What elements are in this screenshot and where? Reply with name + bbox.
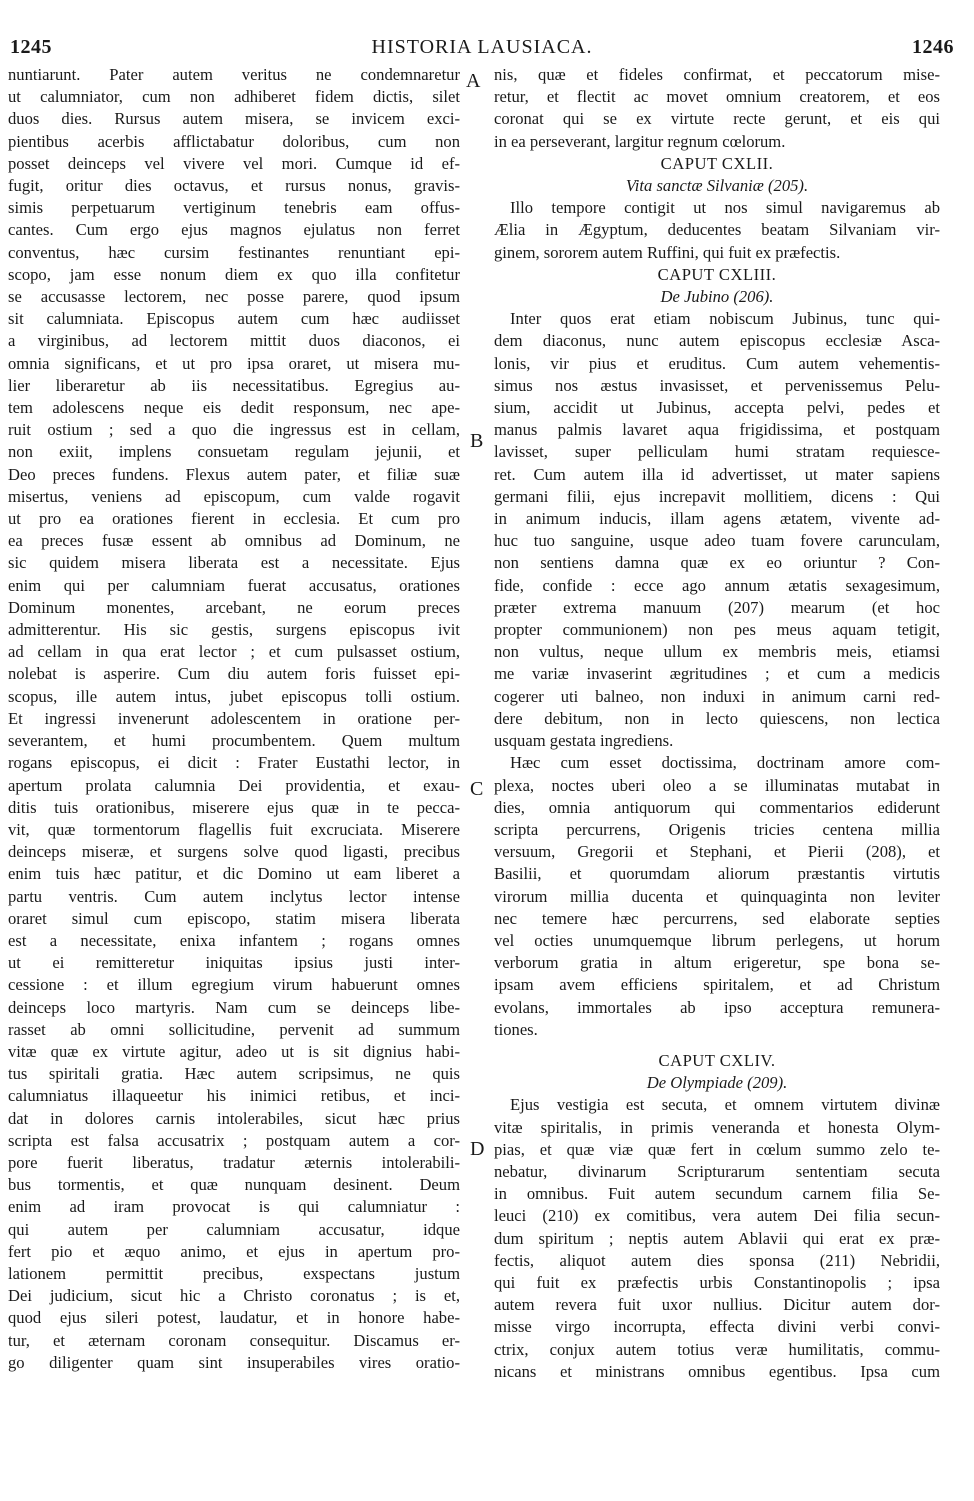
text-line: conventus, hæc cursim festinantes renuntiant epi- [8,242,460,262]
text-line: virorum millia ducenta et quinquaginta non leviter [494,886,940,906]
margin-letter-a: A [466,70,481,92]
text-line: duos dies. Rursus autem misera, se invicem exci- [8,109,460,129]
text-line: manus palmis lavaret aqua frigidissima, et postquam [494,420,940,440]
text-line: ad cellam in qua erat lector ; et cum pulsasset ostium, [8,642,460,662]
text-line: qui autem per calumniam accusatur, idque [8,1219,460,1239]
text-line: lavisset, super pelliculam humi stratam requiesce- [494,442,940,462]
text-line: tem adolescens neque eis dedit responsum, nec ape- [8,398,460,418]
chapter-heading-144: CAPUT CXLIV. [658,1050,776,1070]
text-line: nebatur, divinarum Scripturarum sententiam secuta [494,1161,940,1181]
text-line: germani filii, ejus increpavit mollitiem, dicens : Qui [494,486,940,506]
text-line: apertum prolata calumnia Dei providentia, et exau- [8,775,460,795]
text-line: deinceps miseræ, et surgens solve quod ligasti, precibus [8,842,460,862]
text-line: partu ventris. Cum autem inclytus lector intense [8,886,460,906]
text-line: posset deinceps vel vivere vel mori. Cumque id ef- [8,153,460,173]
text-line: nis, quæ et fideles confirmat, et peccatorum mise- [494,65,940,84]
text-line: propter communionem) non pes meus aquam tetigit, [494,620,940,640]
text-line: ginem, sororem autem Ruffini, qui fuit ex præfectis. [494,242,841,262]
chapter-heading-143: CAPUT CXLIII. [657,264,777,284]
text-line: misertus, veniens ad episcopum, cum valde rogavit [8,486,460,506]
left-column [8,64,460,1374]
right-column [494,64,940,1383]
text-line: cessione : et illum egregium virum habuerunt omnes [8,975,460,995]
text-line: dere debitum, non in lecto quiescens, non lectica [494,708,940,728]
text-line: go diligenter quam sint insuperabiles vires oratio- [8,1352,460,1372]
chapter-subtitle-142: Vita sanctæ Silvaniæ (205). [625,176,809,196]
text-line: in omnibus. Fuit autem secundum carnem filia Se- [494,1184,940,1204]
text-line: scripta percurrens, Origenis tricies centena millia [494,819,940,839]
text-line: huc tuo sanguine, usque adeo tuam fovere carunculam, [494,531,940,551]
text-line: Basilii, et quorumdam aliorum præstantis virtutis [494,864,940,884]
text-line: scripta est falsa accusatrix ; postquam autem a cor- [8,1130,460,1150]
chapter-subtitle-143: De Jubino (206). [660,287,774,307]
text-line: enim ad iram provocat is qui calumniatur : [8,1197,460,1217]
text-line: ea preces fusæ essent ab omnibus ad Dominum, ne [8,531,460,551]
text-line: misse virgo incorrupta, effecta divini verbi convi- [494,1317,940,1337]
text-line: non sentiens damna quæ ex eo oriuntur ? Con- [494,553,940,573]
text-line: in ea perseverant, largitur regnum cœlorum. [494,131,786,151]
paragraph-2 [494,197,940,264]
text-line: dum spiritum ; neptis autem Ablavii qui erat ex præ- [494,1228,940,1248]
text-line: tur, et æternam coronam consequitur. Discamus er- [8,1330,460,1350]
text-line: scopo, jam esse nonum diem ex quo illa confitetur [8,264,460,284]
running-title: HISTORIA LAUSIACA. [371,36,593,58]
text-line: simis perpetuarum vertiginum tenebris eam offus- [8,198,460,218]
text-line: Ælia in Ægyptum, deducentes beatam Silvaniam vir- [494,220,940,240]
text-line: non exiit, implens consuetam regulam jejunii, et [8,442,460,462]
text-line: ipsam avem efficiens spiritalem, et ad Christum [494,975,940,995]
page-header [10,36,954,60]
text-line: scopus, ille autem intus, jubet episcopus tolli ostium. [8,686,460,706]
text-line: pias, et quæ viæ quæ fert in cœlum summo zelo te- [494,1139,940,1159]
text-line: nolebat is asperire. Cum diu autem foris fuisset epi- [8,664,460,684]
text-line: rogans episcopus, ei dicit : Frater Eustathi lector, in [8,753,460,773]
text-line: dem diaconus, nunc autem episcopus ecclesiæ Asca- [494,331,940,351]
text-line: plexa, noctes uberi oleo a se illuminatas mutabat in [494,775,940,795]
page-number-right: 1246 [912,36,954,58]
text-line: fert pio et æquo animo, et ejus in apertum pro- [8,1241,460,1261]
text-line: vit, quæ tormentorum flagellis fuit excruciata. Miserere [8,819,460,839]
text-line: admitterentur. His sic gestis, surgens episcopus ivit [8,620,460,640]
text-line: vitæ quæ ex virtute agitur, adeo ut is sit dignius habi- [8,1041,460,1061]
text-line: Illo tempore contigit ut nos simul navigaremus ab [510,198,940,218]
text-line: cantes. Cum ergo ejus magnos ejulatus non ferret [8,220,460,240]
text-line: tus spiritali gratia. Hæc autem scripsimus, ne quis [8,1064,460,1084]
text-line: usquam gestata ingrediens. [494,731,674,751]
text-line: sic quidem misera liberata est a necessitate. Ejus [8,553,460,573]
text-line: Et ingressi invenerunt adolescentem in oratione per- [8,708,460,728]
text-line: oraret simul cum episcopo, statim misera liberata [8,908,460,928]
text-line: Dei judicium, sicut hic a Christo coronatus ; is et, [8,1286,460,1306]
text-line: cogerer uti balneo, non induxi in animum carni red- [494,686,940,706]
text-line: ditis tuis orationibus, miserere ejus quæ in te pecca- [8,797,460,817]
text-line: pore fuerit liberatus, tradatur æternis intolerabili- [8,1152,460,1172]
text-line: se accusasse lectorem, nec posse parere, quod ipsum [8,287,460,307]
text-line: Deo preces fundens. Flexus autem pater, et filiæ suæ [8,464,460,484]
text-line: Inter quos erat etiam nobiscum Jubinus, tunc qui- [510,309,940,329]
text-line: qui fuit ex præfectis urbis Constantinopolis ; ipsa [494,1272,940,1292]
margin-letter-c: C [470,778,484,800]
text-line: a virginibus, ad lectorem mittit duos diaconos, ei [8,331,460,351]
text-line: nec temere hæc percurrens, sed elaborate septies [494,908,940,928]
text-line: simus nos æstus invasisset, et pervenissemus Pelu- [494,375,940,395]
text-line: tiones. [494,1019,538,1039]
text-line: deinceps loco martyris. Nam cum se deinceps libe- [8,997,460,1017]
text-line: ut calumniator, cum non adhiberet fidem dictis, silet [8,87,460,107]
text-line: ut pro ea orationes fierent in ecclesia. Et cum pro [8,509,460,529]
text-line: nicans et ministrans omnibus egentibus. Ipsa cum [494,1361,940,1381]
margin-letter-d: D [470,1138,485,1160]
text-line: calumniatus illaqueetur his inimici retibus, et inci- [8,1086,460,1106]
text-line: in animum inducis, illam agens ætatem, vivente ad- [494,509,940,529]
text-line: coronat qui se ex virtute recte gerunt, et eis qui [494,109,940,129]
text-line: vitæ spiritalis, in primis veneranda et honesta Olym- [494,1117,940,1137]
text-line: ruit ostium ; sed a quo die ingressus est in cellam, [8,420,460,440]
text-line: lationem permittit precibus, exspectans justum [8,1263,460,1283]
chapter-subtitle-144: De Olympiade (209). [646,1073,788,1093]
text-line: bus tormentis, et quæ nunquam desinent. Deum [8,1175,460,1195]
text-line: ret. Cum autem illa id advertisset, ut mater sapiens [494,464,940,484]
text-line: dies, omnia antiquorum qui commentarios ediderunt [494,797,940,817]
text-line: fide, confide : ecce ago annum ætatis sexagesimum, [494,575,940,595]
text-line: Hæc cum esset doctissima, doctrinam amore com- [510,753,940,773]
text-line: me variæ invaserint ægritudines ; et cum a medicis [494,664,940,684]
text-line: lier liberaretur ab iis necessitatibus. Egregius au- [8,375,460,395]
text-line: sit calumniata. Episcopus autem cum hæc audiisset [8,309,460,329]
paragraph-3 [494,308,940,752]
margin-letter-b: B [470,430,484,452]
text-line: omnia significans, et ut pro ipsa oraret, ut misera mu- [8,353,460,373]
text-line: verborum gratia in altum erigeretur, spe bona se- [494,953,940,973]
text-line: rasset ab omni sollicitudine, pervenit ad summum [8,1019,460,1039]
text-line: ctrix, conjux autem totius veræ humilitatis, commu- [494,1339,940,1359]
text-line: fugit, oritur dies octavus, et rursus nonus, gravis- [8,176,460,196]
text-line: sium, accidit ut Jubinus, accepta pelvi, pedes et [494,398,940,418]
text-line: vel octies unumquemque librum perlegens, ut horum [494,930,940,950]
text-line: fectis, aliquot autem dies sponsa (211) Nebridii, [494,1250,940,1270]
text-line: ut ei remitteretur iniquitas ipsius justi inter- [8,953,460,973]
text-line: Dominum monentes, arcebant, ne eorum preces [8,597,460,617]
chapter-heading-142: CAPUT CXLII. [660,153,774,173]
text-line: enim qui per calumniam fuerat accusatus, orationes [8,575,460,595]
paragraph-5 [494,1094,940,1383]
text-line: est a necessitate, enixa infantem ; rogans omnes [8,930,460,950]
text-line: dat in dolores carnis intolerabiles, sicut hæc prius [8,1108,460,1128]
text-line: versuum, Gregorii et Stephani, et Pierii (208), et [494,842,940,862]
text-line: retur, et flectit ac movet omnium creatorem, et eos [494,87,940,107]
text-line: non vultus, neque ullum ex membris meis, etiamsi [494,642,940,662]
text-line: nuntiarunt. Pater autem veritus ne condemnaretur [8,65,460,84]
text-line: lonis, vir pius et eruditus. Cum autem vehementis- [494,353,940,373]
page-number-left: 1245 [10,36,52,58]
text-line: præter extrema manuum (207) mearum (et hoc [494,597,940,617]
text-line: autem revera fuit uxor nullius. Dicitur autem dor- [494,1295,940,1315]
paragraph-4 [494,752,940,1041]
text-line: leuci (210) ex comitibus, vera autem Dei filia secun- [494,1206,940,1226]
paragraph-1 [494,64,940,153]
text-line: evolans, immortales ab ipso acceptura remunera- [494,997,940,1017]
text-line: enim tuis hæc patitur, et dic Domino ut eam liberet a [8,864,460,884]
text-line: quod ejus sileri potest, laudatur, et in honore habe- [8,1308,460,1328]
text-line: severantem, et humi procumbentem. Quem multum [8,731,460,751]
text-line: Ejus vestigia est secuta, et omnem virtutem divinæ [510,1095,940,1115]
text-line: pientibus acerbis afflictabatur doloribus, cum non [8,131,460,151]
